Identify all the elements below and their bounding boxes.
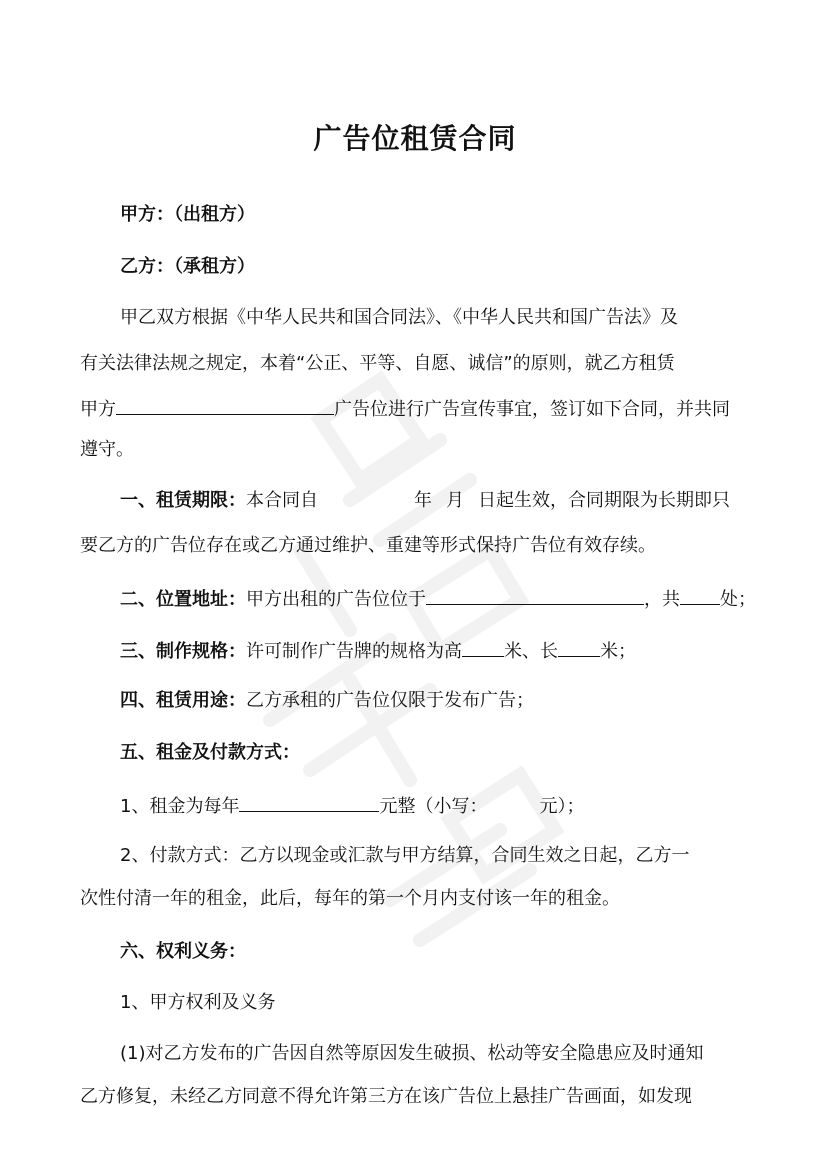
section-2-heading: 二、位置地址： — [120, 589, 246, 610]
intro-party-a: 甲方 — [80, 399, 116, 420]
section-1-line-2: 要乙方的广告位存在或乙方通过维护、重建等形式保持广告位有效存续。 — [80, 535, 656, 556]
document-title: 广告位租赁合同 — [313, 122, 517, 155]
party-a-label: 甲方：（出租方） — [120, 204, 255, 225]
section-3-text-1: 许可制作广告牌的规格为高 — [246, 641, 462, 662]
rent-text-2: 元整（小写： — [379, 796, 488, 817]
intro-line-3 — [80, 394, 730, 423]
intro-line-3-text: 广告位进行广告宣传事宜，签订如下合同，并共同 — [334, 399, 730, 420]
section-1-text-2: 日起生效，合同期限为长期即只 — [478, 490, 730, 511]
section-3-text-3: 米； — [600, 641, 636, 662]
section-1-year: 年 — [414, 490, 432, 511]
section-5-item-2-line-2: 次性付清一年的租金，此后，每年的第一个月内支付该一年的租金。 — [80, 888, 620, 909]
section-3-heading: 三、制作规格： — [120, 641, 246, 662]
section-4-line — [120, 688, 534, 714]
section-4-heading: 四、租赁用途： — [120, 690, 246, 711]
blank-annual-rent — [239, 791, 379, 812]
section-3-text-2: 米、长 — [504, 641, 558, 662]
section-1-text-1: 本合同自 — [246, 490, 318, 511]
rent-text-1: 1、租金为每年 — [120, 796, 240, 817]
section-4-text: 乙方承租的广告位仅限于发布广告； — [246, 690, 534, 711]
party-b-label: 乙方：（承租方） — [120, 256, 255, 277]
section-5-item-1 — [120, 791, 584, 820]
blank-location-address — [426, 584, 644, 605]
section-6-item-1: 1、甲方权利及义务 — [120, 992, 276, 1013]
section-1-line-1 — [120, 488, 730, 514]
section-2-text-3: 处； — [720, 589, 756, 610]
blank-location-count — [680, 584, 720, 605]
blank-party-a-location — [116, 394, 334, 415]
section-1-month: 月 — [446, 490, 464, 511]
intro-line-2: 有关法律法规之规定，本着“公正、平等、自愿、诚信”的原则，就乙方租赁 — [80, 353, 675, 374]
section-6-item-1-1-line-2: 乙方修复，未经乙方同意不得允许第三方在该广告位上悬挂广告画面，如发现 — [80, 1086, 692, 1107]
rent-text-3: 元）； — [539, 796, 585, 817]
blank-height — [462, 636, 504, 657]
intro-line-4: 遵守。 — [80, 439, 134, 460]
intro-line-1: 甲乙双方根据《中华人民共和国合同法》、《中华人民共和国广告法》及 — [120, 307, 678, 328]
section-2-text-1: 甲方出租的广告位位于 — [246, 589, 426, 610]
section-2-line — [120, 584, 756, 613]
blank-length — [558, 636, 600, 657]
section-5-heading: 五、租金及付款方式： — [120, 742, 300, 763]
section-5-item-2-line-1: 2、付款方式：乙方以现金或汇款与甲方结算，合同生效之日起，乙方一 — [120, 845, 690, 866]
section-6-heading: 六、权利义务： — [120, 941, 246, 962]
section-6-item-1-1-line-1: (1)对乙方发布的广告因自然等原因发生破损、松动等安全隐患应及时通知 — [120, 1043, 704, 1064]
section-2-text-2: ，共 — [644, 589, 680, 610]
section-1-heading: 一、租赁期限： — [120, 490, 246, 511]
section-3-line — [120, 636, 636, 665]
